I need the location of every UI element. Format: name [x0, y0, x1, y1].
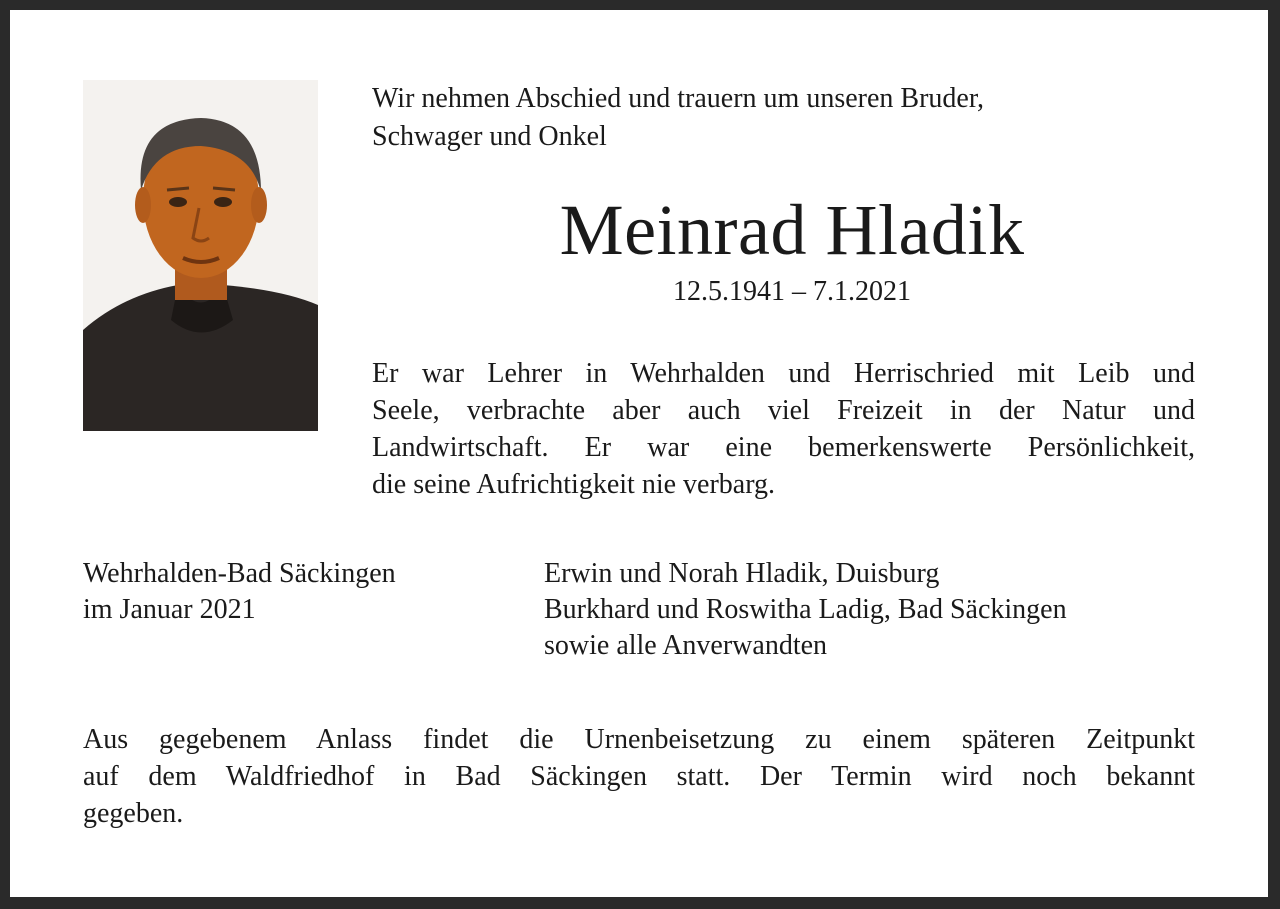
- notice-line: gegeben.: [83, 798, 184, 829]
- life-dates: 12.5.1941 – 7.1.2021: [673, 276, 911, 307]
- mourner-line: sowie alle Anverwandten: [544, 630, 828, 661]
- notice-line: auf dem Waldfriedhof in Bad Säckingen statt. Der Termin wird noch bekannt: [83, 761, 1195, 792]
- intro-line: Wir nehmen Abschied und trauern um unseren Bruder,: [372, 83, 985, 114]
- mourner-line: Erwin und Norah Hladik, Duisburg: [544, 558, 940, 589]
- intro-line: Schwager und Onkel: [372, 121, 607, 152]
- mourners-list: [544, 556, 1224, 664]
- bio-line: Landwirtschaft. Er war eine bemerkenswerte Persönlichkeit,: [372, 432, 1195, 463]
- notice-line: Aus gegebenem Anlass findet die Urnenbeisetzung zu einem späteren Zeitpunkt: [83, 724, 1195, 755]
- bio-line: die seine Aufrichtigkeit nie verbarg.: [372, 469, 776, 500]
- bio-line: Seele, verbrachte aber auch viel Freizeit in der Natur und: [372, 395, 1195, 426]
- deceased-name: Meinrad Hladik: [559, 190, 1025, 270]
- biography-text: [372, 355, 1195, 503]
- burial-notice: [83, 721, 1195, 832]
- intro-text: [372, 80, 1212, 156]
- bio-line: Er war Lehrer in Wehrhalden und Herrischried mit Leib und: [372, 358, 1195, 389]
- place-line: Wehrhalden-Bad Säckingen: [83, 558, 396, 589]
- place-line: im Januar 2021: [83, 594, 256, 625]
- portrait-photo: [83, 80, 318, 431]
- place-and-date: [83, 556, 503, 628]
- obituary-card: [10, 10, 1268, 897]
- mourner-line: Burkhard und Roswitha Ladig, Bad Säckingen: [544, 594, 1067, 625]
